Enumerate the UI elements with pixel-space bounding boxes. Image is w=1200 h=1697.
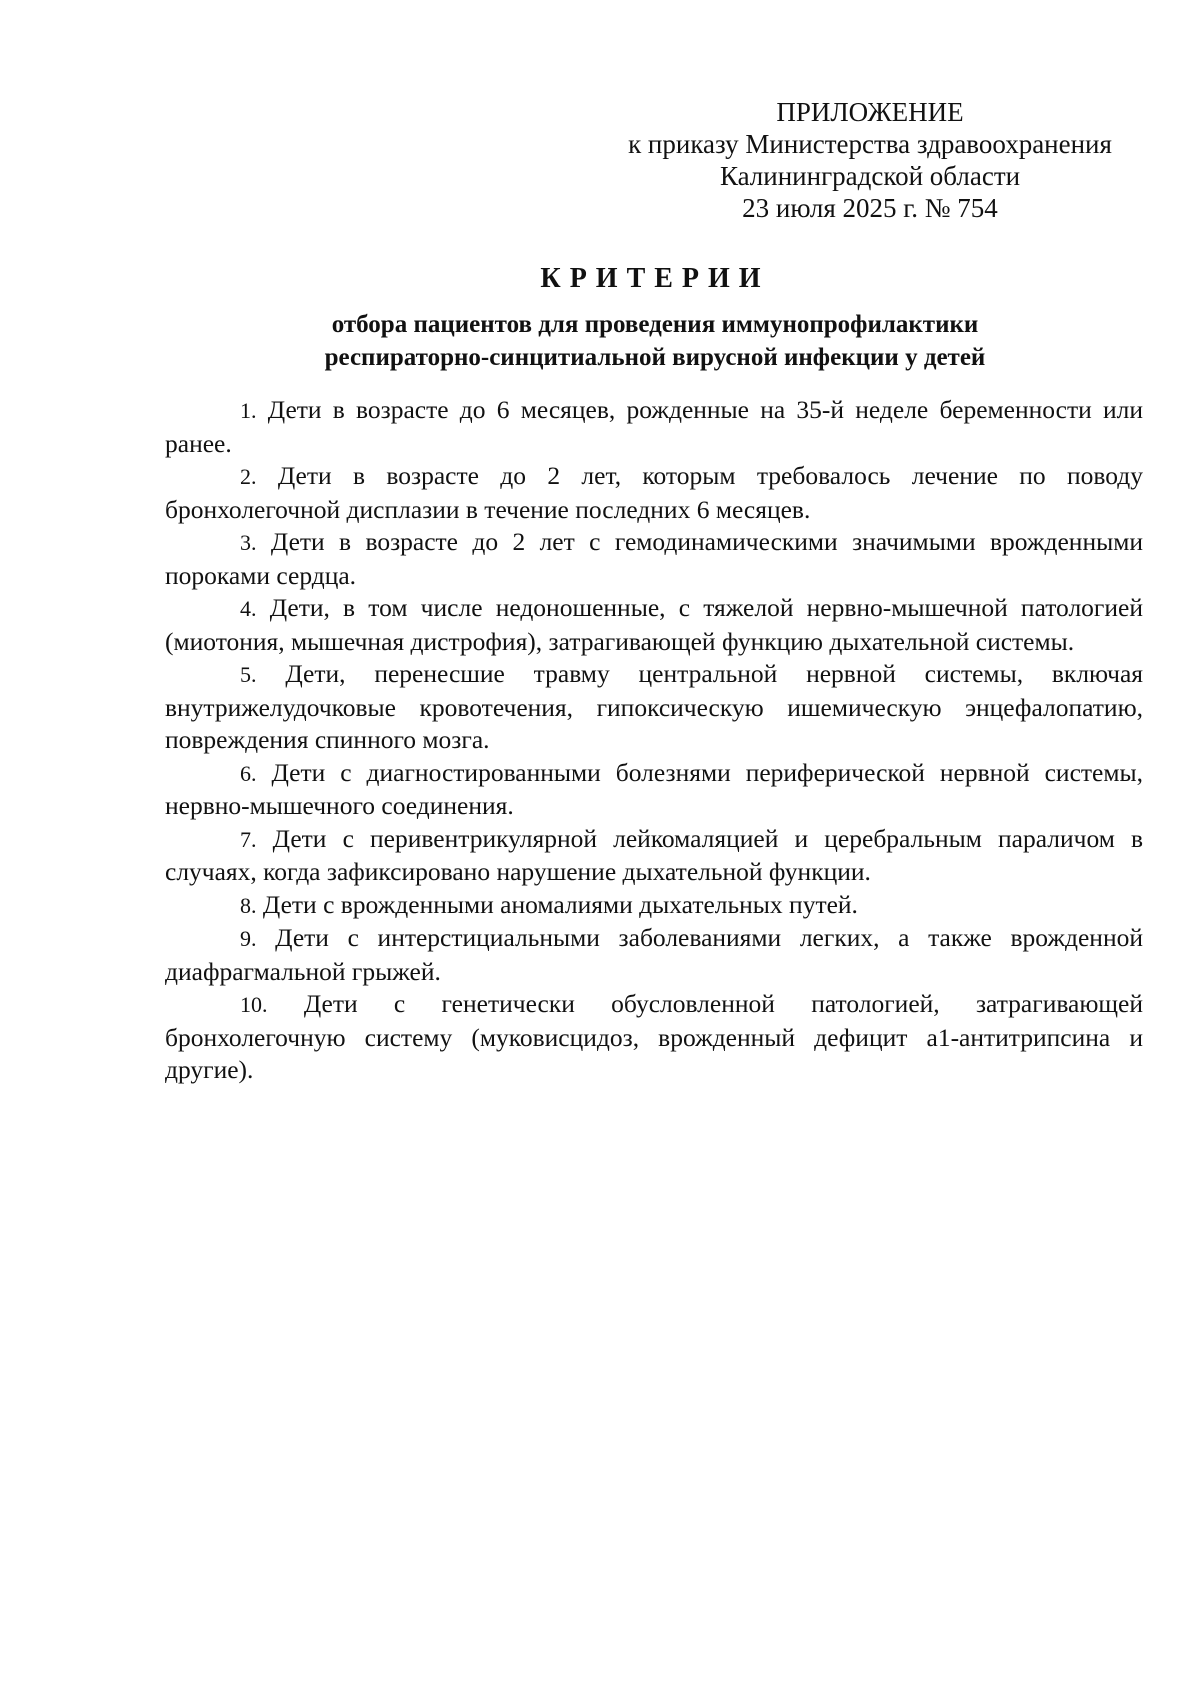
criteria-text: Дети в возрасте до 2 лет с гемодинамическими значимыми врожденными пороками сердца. [165, 527, 1144, 590]
subtitle-line-2: респираторно-синцитиальной вирусной инфекции у детей [324, 344, 986, 371]
criteria-number: 6. [240, 760, 257, 786]
criteria-item [165, 658, 1143, 757]
criteria-text: Дети с врожденными аномалиями дыхательных путей. [262, 889, 858, 919]
criteria-number: 8. [240, 892, 257, 918]
title-main: КРИТЕРИИ [540, 263, 770, 294]
criteria-number: 2. [240, 464, 257, 489]
criteria-number: 9. [240, 926, 257, 951]
order-date-number: 23 июля 2025 г. № 754 [742, 193, 998, 223]
criteria-number: 1. [240, 398, 257, 423]
criteria-text: Дети с перивентрикулярной лейкомаляцией и церебральным параличом в случаях, когда зафиксировано нарушение дыхательной функции. [165, 823, 1144, 886]
criteria-item [165, 526, 1143, 592]
order-reference: к приказу Министерства здравоохранения [628, 129, 1112, 159]
criteria-item [165, 592, 1143, 658]
criteria-item [165, 394, 1143, 460]
document-title [165, 262, 1145, 374]
criteria-number: 7. [240, 826, 257, 852]
criteria-item [165, 823, 1143, 889]
criteria-text: Дети в возрасте до 6 месяцев, рожденные на 35-й неделе беременности или ранее. [165, 395, 1143, 458]
criteria-text: Дети, перенесшие травму центральной нервной системы, включая внутрижелудочковые кровотечения, гипоксическую ишемическую энцефалопатию, повреждения спинного мозга. [165, 659, 1143, 754]
criteria-item [165, 757, 1143, 823]
criteria-number: 4. [240, 596, 257, 621]
criteria-list [165, 394, 1143, 1087]
appendix-header [600, 96, 1140, 224]
criteria-number: 3. [240, 530, 257, 555]
criteria-item [165, 889, 1143, 923]
appendix-label: ПРИЛОЖЕНИЕ [776, 97, 964, 127]
criteria-text: Дети в возрасте до 2 лет, которым требовалось лечение по поводу бронхолегочной дисплазии в течение последних 6 месяцев. [165, 461, 1143, 524]
criteria-item [165, 460, 1143, 526]
criteria-number: 5. [240, 662, 257, 687]
criteria-number: 10. [240, 992, 268, 1017]
criteria-text: Дети с интерстициальными заболеваниями легких, а также врожденной диафрагмальной грыжей. [165, 923, 1143, 986]
region-name: Калининградской области [719, 161, 1021, 191]
criteria-text: Дети с генетически обусловленной патологией, затрагивающей бронхолегочную систему (муковисцидоз, врожденный дефицит а1-антитрипсина и другие). [165, 989, 1144, 1084]
criteria-item [165, 922, 1143, 988]
subtitle-line-1: отбора пациентов для проведения иммунопрофилактики [331, 311, 979, 338]
criteria-item [165, 988, 1143, 1087]
criteria-text: Дети, в том числе недоношенные, с тяжелой нервно-мышечной патологией (миотония, мышечная дистрофия), затрагивающей функцию дыхательной системы. [165, 593, 1143, 656]
criteria-text: Дети с диагностированными болезнями периферической нервной системы, нервно-мышечного соединения. [165, 757, 1144, 820]
